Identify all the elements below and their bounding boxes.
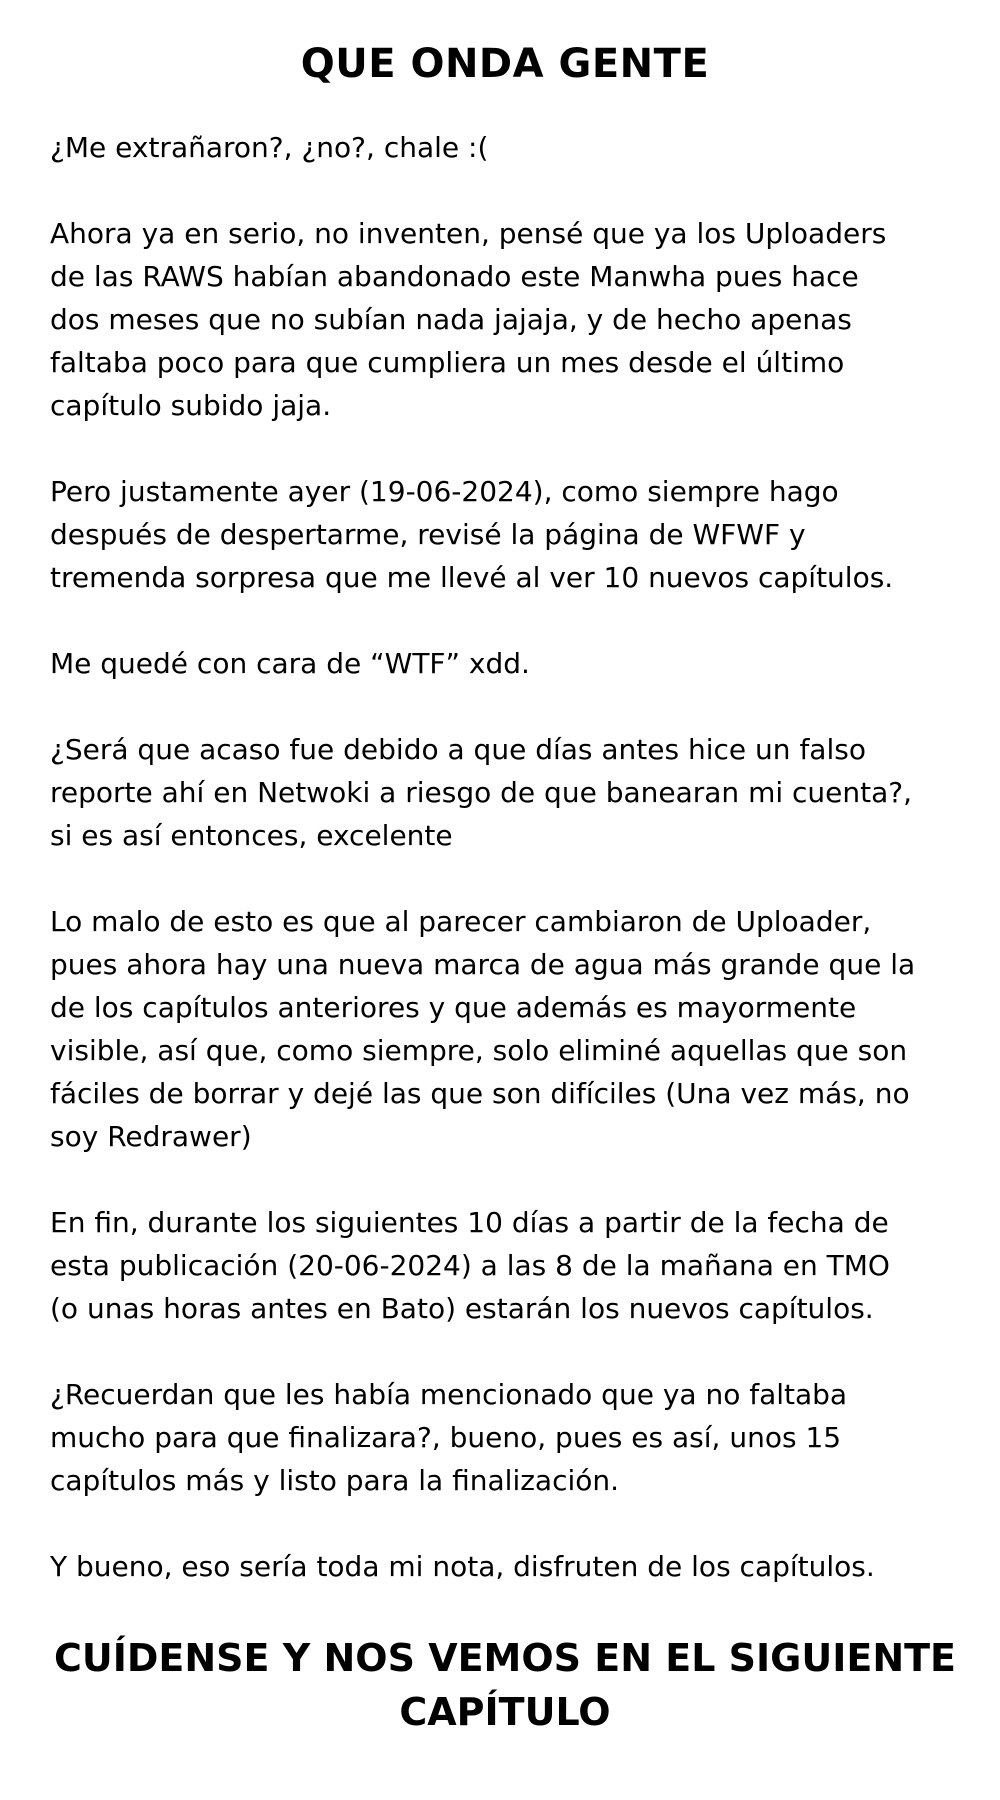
paragraph-uploaders: Ahora ya en serio, no inventen, pensé que ya los Uploaders de las RAWS habían abandonado este Manwha pues hace dos meses que no subían nada jajaja, y de hecho apenas faltaba poco para que cumpliera un mes desde el último capítulo subido jaja. (50, 217, 887, 422)
note-body (50, 126, 960, 1588)
paragraph-report: ¿Será que acaso fue debido a que días antes hice un falso reporte ahí en Netwoki a riesgo de que banearan mi cuenta?, si es así entonces, excelente (50, 733, 913, 852)
closing-heading: CUÍDENSE Y NOS VEMOS EN EL SIGUIENTE CAPÍTULO (54, 1636, 956, 1734)
paragraph-watermark: Lo malo de esto es que al parecer cambiaron de Uploader, pues ahora hay una nueva marca de agua más grande que la de los capítulos anteriores y que además es mayormente visible, así que, como siempre, solo eliminé aquellas que son fáciles de borrar y dejé las que son difíciles (Una vez más, no soy Redrawer) (50, 905, 916, 1153)
page-title: QUE ONDA GENTE (300, 41, 710, 87)
paragraph-greeting: ¿Me extrañaron?, ¿no?, chale :( (50, 131, 489, 164)
paragraph-reaction: Me quedé con cara de “WTF” xdd. (50, 647, 530, 680)
paragraph-new-chapters: Pero justamente ayer (19-06-2024), como siempre hago después de despertarme, revisé la página de WFWF y tremenda sorpresa que me llevé al ver 10 nuevos capítulos. (50, 475, 894, 594)
paragraph-farewell: Y bueno, eso sería toda mi nota, disfruten de los capítulos. (50, 1550, 875, 1583)
paragraph-schedule: En fin, durante los siguientes 10 días a partir de la fecha de esta publicación (20-06-2024) a las 8 de la mañana en TMO (o unas horas antes en Bato) estarán los nuevos capítulos. (50, 1206, 890, 1325)
paragraph-ending: ¿Recuerdan que les había mencionado que ya no faltaba mucho para que finalizara?, bueno, pues es así, unos 15 capítulos más y listo para la finalización. (50, 1378, 848, 1497)
